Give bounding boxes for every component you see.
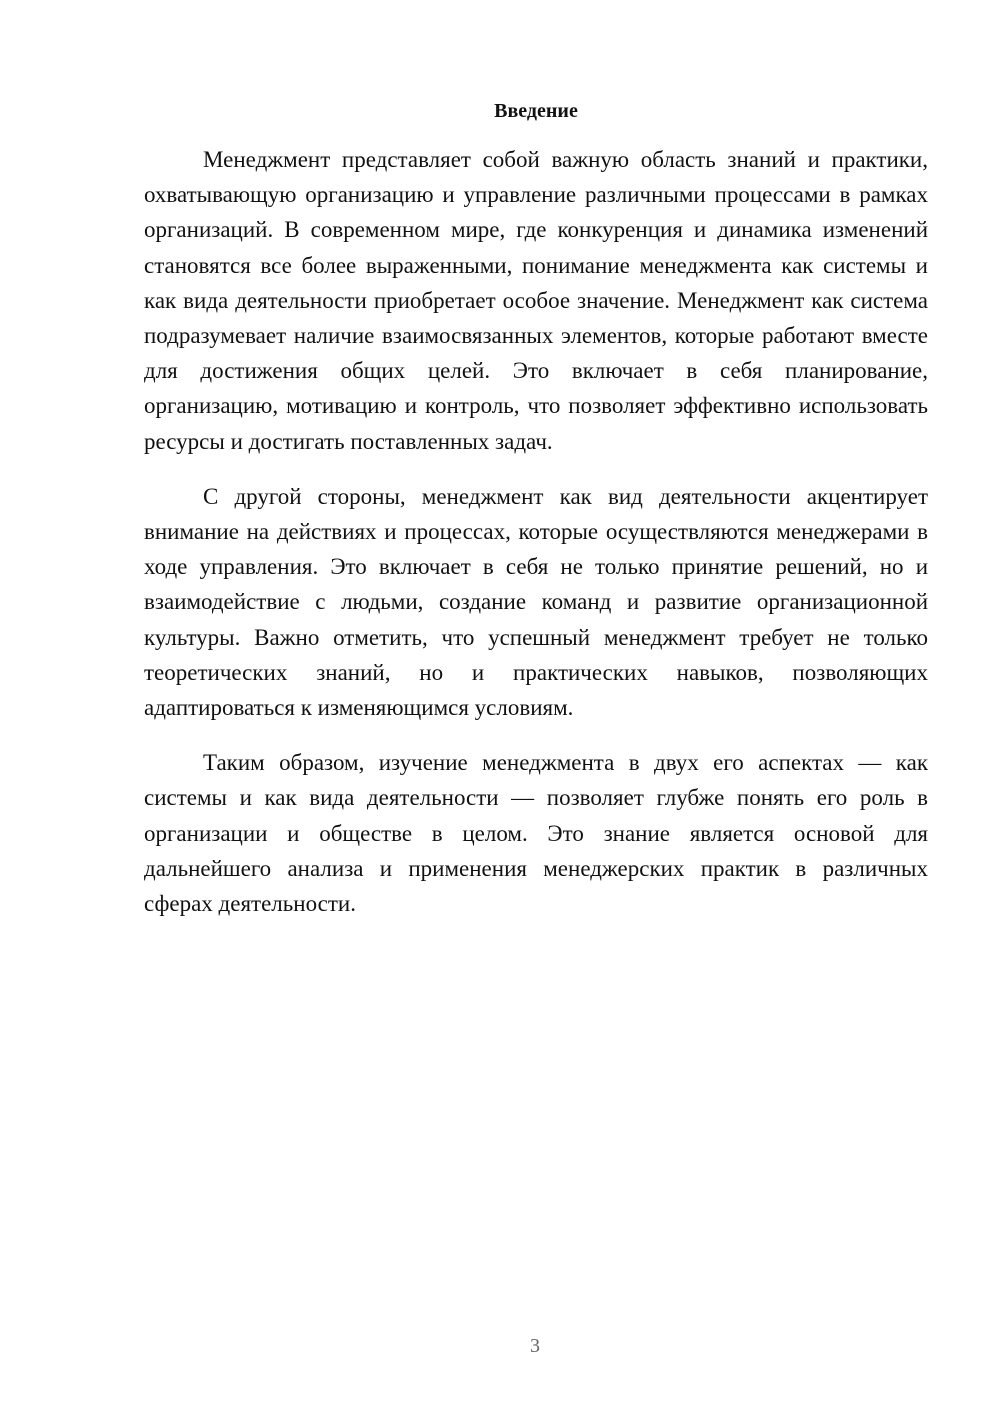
page-title: Введение [494, 100, 578, 122]
paragraph-1: Менеджмент представляет собой важную область знаний и практики, охватывающую организацию и управление различными процессами в рамках организаций. В современном мире, где конкуренция и динамика изменений становятся все более выраженными, понимание менеджмента как системы и как вида деятельности приобретает особое значение. Менеджмент как система подразумевает наличие взаимосвязанных элементов, которые работают вместе для достижения общих целей. Это включает в себя планирование, организацию, мотивацию и контроль, что позволяет эффективно использовать ресурсы и достигать поставленных задач. [144, 147, 928, 454]
paragraph-3: Таким образом, изучение менеджмента в двух его аспектах — как системы и как вида деятельности — позволяет глубже понять его роль в организации и обществе в целом. Это знание является основой для дальнейшего анализа и применения менеджерских практик в различных сферах деятельности. [144, 750, 928, 917]
page-number: 3 [530, 1335, 540, 1357]
document-body [144, 142, 928, 941]
paragraph-2: С другой стороны, менеджмент как вид деятельности акцентирует внимание на действиях и процессах, которые осуществляются менеджерами в ходе управления. Это включает в себя не только принятие решений, но и взаимодействие с людьми, создание команд и развитие организационной культуры. Важно отметить, что успешный менеджмент требует не только теоретических знаний, но и практических навыков, позволяющих адаптироваться к изменяющимся условиям. [144, 483, 928, 721]
